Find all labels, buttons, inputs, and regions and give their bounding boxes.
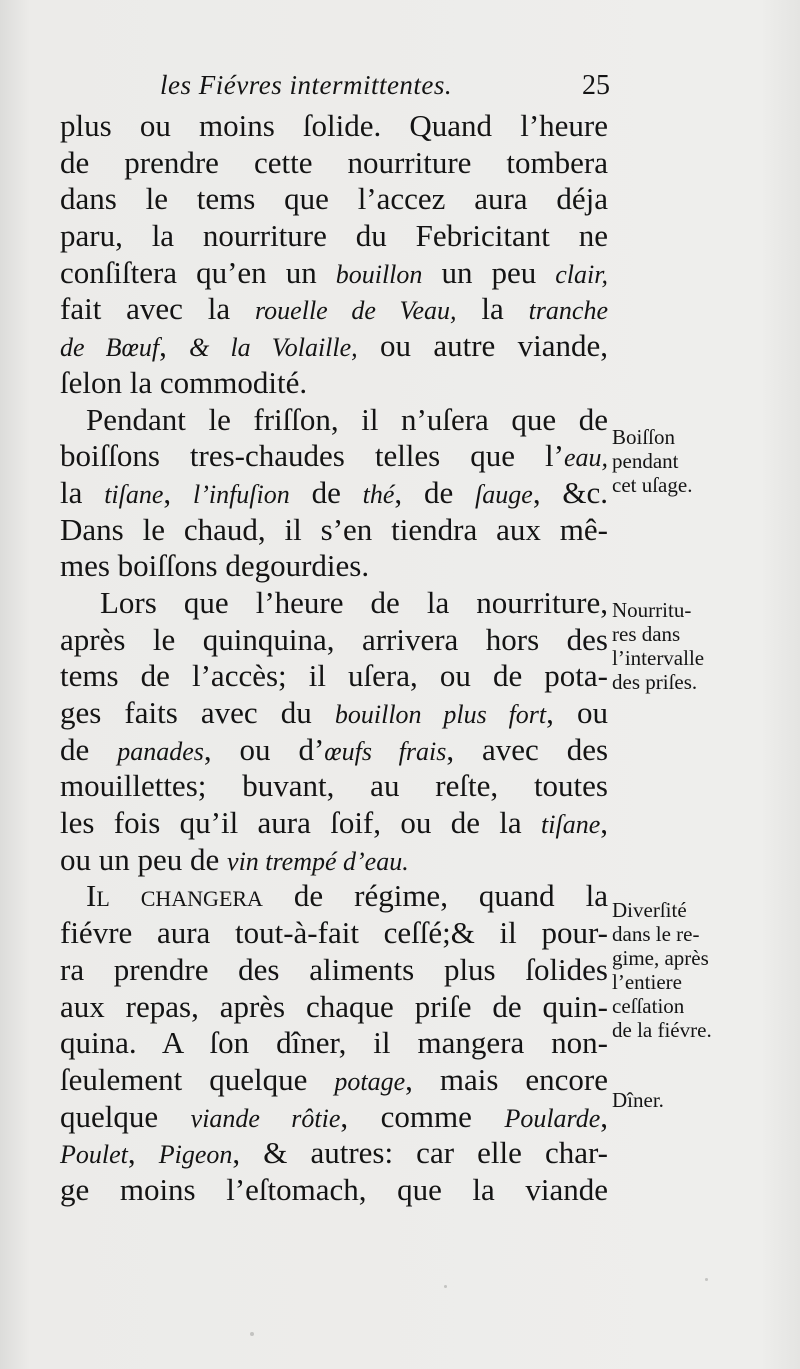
text-line [60,805,608,842]
line-text: de [60,731,118,767]
line-text: Lors que l’heure de la nourriture, [100,584,608,620]
margin-note-line: Boiſſon [612,425,676,449]
line-text: , [163,474,193,510]
line-text: ra prendre des aliments plus ſolides [60,951,608,987]
text-line [60,108,608,145]
line-text: , [600,805,608,841]
line-text: , [159,328,190,364]
line-text: , [127,1135,159,1171]
line-text: fait avec la [60,291,256,327]
text-line [60,695,608,732]
margin-note-line: cet uſage. [612,473,693,497]
paper-speck [444,1285,447,1288]
text-line [60,622,608,659]
line-text: ſeulement quelque [60,1061,335,1097]
margin-note-line: ceſſation [612,994,685,1018]
italic-text: potage [334,1066,406,1096]
italic-text: viande rôtie [190,1103,341,1133]
italic-text: tiſane [104,479,164,509]
line-text: après le quinquina, arrivera hors des [60,621,608,657]
line-text: la [456,291,529,327]
line-text: boiſſons tres-chaudes telles que l’ [60,438,564,474]
page-header [160,70,610,110]
line-text: de [289,474,363,510]
line-text: dans le tems que l’accez aura déja [60,181,608,217]
line-text: un peu [422,254,556,290]
line-text: , de [394,474,476,510]
text-line [60,585,608,622]
text-line [60,145,608,182]
margin-note-diner [612,1088,752,1112]
text-line [60,291,608,328]
text-line [60,438,608,475]
line-text: Pendant le friſſon, il n’uſera que de [86,401,608,437]
line-text: ge moins l’eſtomach, que la viande [60,1171,608,1207]
italic-text: panades [117,736,204,766]
italic-text: bouillon plus fort [334,700,547,729]
line-text: , ou [546,695,609,730]
italic-text: de Bœuf [60,333,160,363]
margin-note-boisson [612,425,752,497]
italic-text: clair, [555,259,608,289]
line-text: tems de l’accès; il uſera, ou de pota- [60,658,608,694]
text-line [60,732,608,769]
text-line [60,548,608,585]
italic-text: l’infuſion [192,479,290,509]
italic-text: & la Volaille, [189,333,358,363]
text-line [60,328,608,365]
line-text: ou autre viande, [357,328,608,364]
line-text: , &c. [532,474,608,510]
line-text: conſiſtera qu’en un [60,254,336,290]
margin-note-line: pendant [612,449,679,473]
line-text: ou un peu de [60,841,228,877]
text-line [60,658,608,695]
italic-text: bouillon [335,259,423,289]
text-line [60,1172,608,1209]
small-caps-text: Il changera [86,878,263,914]
italic-text: vin trempé d’eau. [227,846,409,876]
line-text: , & autres: car elle char- [232,1135,609,1171]
text-line [60,512,608,549]
text-line [60,842,608,879]
margin-note-line: des priſes. [612,670,698,694]
margin-note-line: res dans [612,622,681,646]
line-text: quelque [60,1098,191,1134]
line-text: mes boiſſons degourdies. [60,548,370,584]
text-line [60,402,608,439]
margin-note-line: Diverſité [612,898,687,922]
text-line [60,181,608,218]
line-text: quina. A ſon dîner, il mangera non- [60,1025,608,1061]
text-line [60,218,608,255]
line-text: , avec des [446,731,609,767]
margin-note-diversite [612,898,752,1042]
line-text: fiévre aura tout-à-fait ceſſé;& il pour- [60,915,608,951]
line-text: , comme [340,1098,505,1134]
line-text: les fois qu’il aura ſoif, ou de la [60,805,542,841]
margin-note-line: Dîner. [612,1088,664,1112]
body-text [60,108,608,1209]
line-text: , [600,1098,608,1134]
margin-note-nourritures [612,598,752,694]
text-line [60,1099,608,1136]
page-number: 25 [582,70,610,101]
italic-text: thé [362,479,395,509]
line-text: ſelon la commodité. [60,364,308,400]
italic-text: tiſane [541,810,601,840]
margin-note-line: de la fiévre. [612,1018,712,1042]
margin-note-line: l’intervalle [612,646,705,670]
margin-note-line: dans le re- [612,922,700,946]
text-line [60,878,608,915]
text-line [60,915,608,952]
text-line [60,475,608,512]
line-text: , mais encore [405,1061,608,1097]
paper-speck [250,1332,254,1336]
italic-text: Pigeon [158,1140,233,1170]
line-text: paru, la nourriture du Febricitant ne [60,218,608,254]
paper-speck [705,1278,708,1281]
italic-text: rouelle de Veau, [255,296,457,326]
line-text: plus ou moins ſolide. Quand l’heure [60,108,608,143]
text-line [60,365,608,402]
line-text: Dans le chaud, il s’en tiendra aux mê- [60,511,608,547]
italic-text: œufs frais [324,736,447,766]
line-text: aux repas, après chaque priſe de quin- [60,988,608,1024]
text-line [60,1135,608,1172]
text-line [60,952,608,989]
line-text: , ou d’ [203,731,325,767]
running-title: les Fiévres intermittentes. [160,70,453,100]
text-line [60,1025,608,1062]
line-text: ges faits avec du [60,695,335,730]
text-line [60,768,608,805]
line-text: de prendre cette nourriture tombera [60,144,608,180]
line-text: de régime, quand la [262,878,608,914]
line-text: la [60,474,105,510]
italic-text: ſauge [475,479,533,509]
line-text: mouillettes; buvant, au reſte, toutes [60,768,608,804]
text-line [60,255,608,292]
italic-text: tranche [528,296,608,326]
italic-text: eau, [563,443,608,473]
italic-text: Poularde [504,1103,601,1133]
text-line [60,989,608,1026]
text-line [60,1062,608,1099]
margin-note-line: Nourritu- [612,598,692,622]
italic-text: Poulet [60,1140,128,1170]
margin-note-line: gime, après [612,946,709,970]
margin-note-line: l’entiere [612,970,682,994]
